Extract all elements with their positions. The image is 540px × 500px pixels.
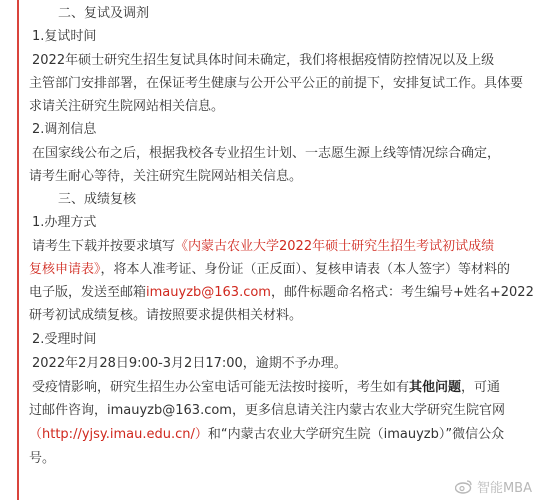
left-border-line xyxy=(17,0,19,500)
paragraph-text: 电子版，发送至邮箱 xyxy=(29,285,147,300)
paragraph-text: ，将本人准考证、身份证（正反面）、复核申请表（本人签字）等材料的 xyxy=(100,262,511,277)
paragraph-text: 和“内蒙古农业大学研究生院（imauyzb）”微信公众 xyxy=(207,427,505,442)
paragraph-line xyxy=(29,285,534,301)
paragraph-text: 受疫情影响，研究生招生办公室电话可能无法按时接听，考生如有 xyxy=(32,380,410,395)
weibo-icon xyxy=(455,479,473,494)
watermark-text: 智能MBA xyxy=(476,481,532,496)
paragraph-line xyxy=(32,380,500,396)
paragraph-line: 请考生耐心等待，关注研究生院网站相关信息。 xyxy=(29,169,303,184)
paragraph-line xyxy=(32,239,494,255)
paragraph-line xyxy=(29,262,510,278)
paragraph-text: ，邮件标题命名格式：考生编号+姓名+2022 xyxy=(270,285,534,300)
email-link[interactable]: imauyzb@163.com xyxy=(146,285,271,300)
paragraph-line: 主管部门安排部署，在保证考生健康与公开公平公正的前提下，安排复试工作。具体要 xyxy=(29,76,524,91)
item-title: 2.调剂信息 xyxy=(32,122,97,137)
paragraph-line: 研考初试成绩复核。请按照要求提供相关材料。 xyxy=(29,308,303,323)
paragraph-line: 号。 xyxy=(29,451,56,466)
application-form-link[interactable]: 《内蒙古农业大学2022年硕士研究生招生考试初试成绩 xyxy=(175,239,495,254)
paragraph-line: 2022年硕士研究生招生复试具体时间未确定，我们将根据疫情防控情况以及上级 xyxy=(32,53,495,68)
section-heading: 三、成绩复核 xyxy=(58,192,137,207)
paragraph-line: 过邮件咨询，imauyzb@163.com，更多信息请关注内蒙古农业大学研究生院官网 xyxy=(29,403,505,418)
paragraph-line: 2022年2月28日9:00-3月2日17:00，逾期不予办理。 xyxy=(32,356,347,371)
paragraph-line: 在国家线公布之后，根据我校各专业招生计划、一志愿生源上线等情况综合确定， xyxy=(32,146,501,161)
watermark xyxy=(455,477,532,496)
item-title: 1.办理方式 xyxy=(32,215,97,230)
paragraph-text: ，可通 xyxy=(461,380,501,395)
application-form-link[interactable]: 复核申请表》 xyxy=(29,262,101,277)
section-heading: 二、复试及调剂 xyxy=(58,6,150,21)
item-title: 2.受理时间 xyxy=(32,332,97,347)
bold-text: 其他问题 xyxy=(409,380,462,395)
paragraph-line: 求请关注研究生院网站相关信息。 xyxy=(29,99,225,114)
paragraph-text: 请考生下载并按要求填写 xyxy=(32,239,176,254)
website-link[interactable]: （http://yjsy.imau.edu.cn/） xyxy=(29,427,208,442)
item-title: 1.复试时间 xyxy=(32,29,97,44)
paragraph-line xyxy=(29,427,504,443)
